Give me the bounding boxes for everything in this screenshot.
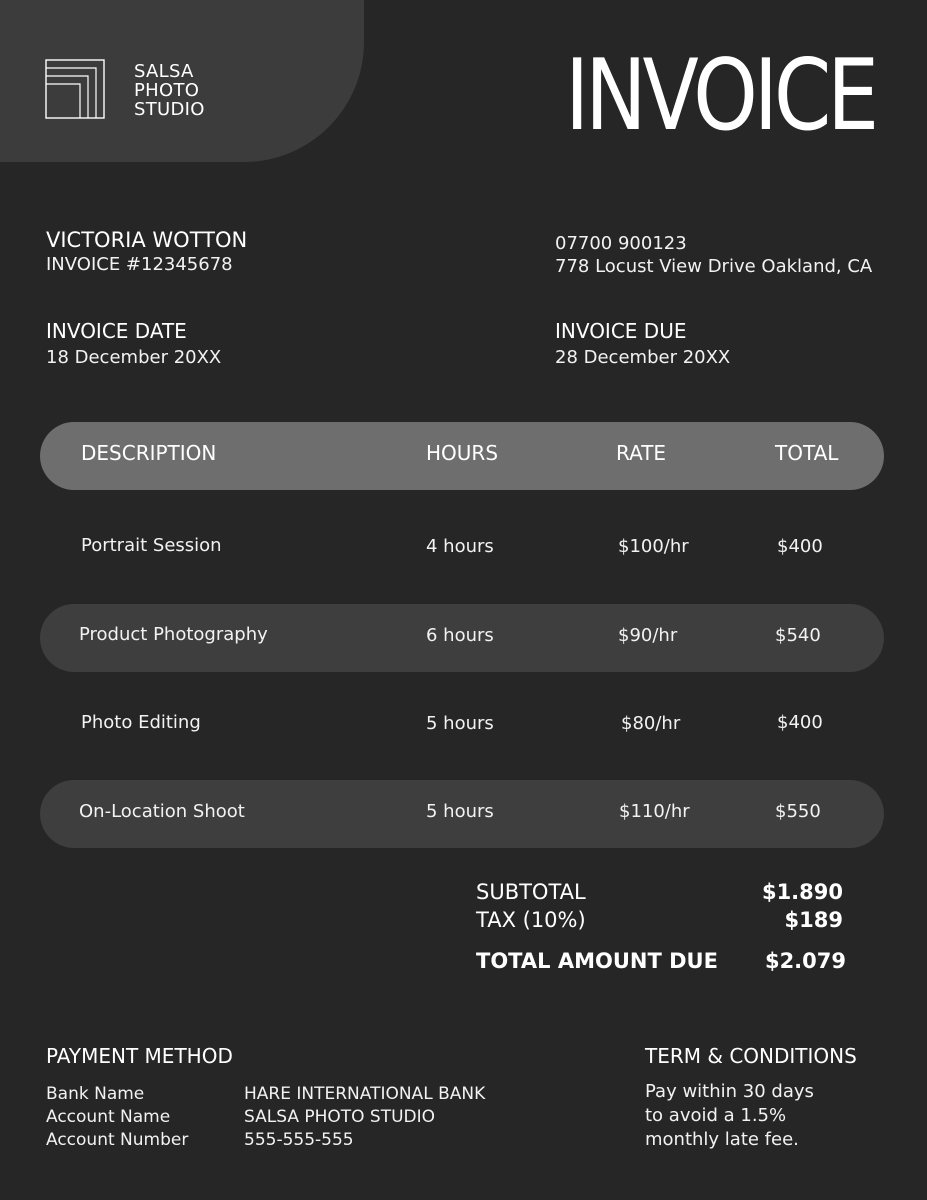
invoice-number: INVOICE #12345678 xyxy=(46,254,233,275)
client-phone: 07700 900123 xyxy=(555,233,687,254)
nested-squares-logo-icon xyxy=(45,59,105,119)
payment-label: Account Name xyxy=(46,1107,171,1127)
invoice-due-label: INVOICE DUE xyxy=(555,319,687,343)
column-header-description: DESCRIPTION xyxy=(81,441,217,465)
payment-label: Account Number xyxy=(46,1130,189,1150)
payment-label: Bank Name xyxy=(46,1084,145,1104)
payment-method-heading: PAYMENT METHOD xyxy=(46,1044,233,1068)
terms-text xyxy=(645,1080,814,1152)
payment-value: HARE INTERNATIONAL BANK xyxy=(244,1084,486,1104)
row-rate: $80/hr xyxy=(621,713,681,734)
row-hours: 6 hours xyxy=(426,625,494,646)
invoice-date: 18 December 20XX xyxy=(46,347,222,368)
total-amount-due-label: TOTAL AMOUNT DUE xyxy=(476,949,718,973)
total-amount-due-value: $2.079 xyxy=(764,949,846,973)
row-rate: $100/hr xyxy=(618,536,689,557)
client-name: VICTORIA WOTTON xyxy=(46,228,248,252)
client-address: 778 Locust View Drive Oakland, CA xyxy=(555,256,873,277)
row-rate: $110/hr xyxy=(619,801,690,822)
payment-value: 555-555-555 xyxy=(244,1130,354,1150)
row-description: Portrait Session xyxy=(81,535,222,556)
tax-value: $189 xyxy=(784,908,843,932)
row-total: $540 xyxy=(775,625,821,646)
row-description: Product Photography xyxy=(79,624,268,645)
column-header-hours: HOURS xyxy=(426,441,499,465)
payment-value: SALSA PHOTO STUDIO xyxy=(244,1107,436,1127)
subtotal-label: SUBTOTAL xyxy=(476,880,586,904)
invoice-date-label: INVOICE DATE xyxy=(46,319,187,343)
row-hours: 5 hours xyxy=(426,713,494,734)
invoice-due-date: 28 December 20XX xyxy=(555,347,731,368)
row-description: On-Location Shoot xyxy=(79,801,245,822)
row-total: $400 xyxy=(777,712,823,733)
row-total: $400 xyxy=(777,536,823,557)
terms-line: to avoid a 1.5% xyxy=(645,1105,787,1126)
column-header-rate: RATE xyxy=(616,441,667,465)
row-total: $550 xyxy=(775,801,821,822)
subtotal-value: $1.890 xyxy=(761,880,843,904)
brand-name: SALSA PHOTO STUDIO xyxy=(134,61,205,120)
row-description: Photo Editing xyxy=(81,712,201,733)
tax-label: TAX (10%) xyxy=(476,908,586,932)
row-rate: $90/hr xyxy=(618,625,678,646)
row-hours: 5 hours xyxy=(426,801,494,822)
row-hours: 4 hours xyxy=(426,536,494,557)
invoice-title: INVOICE xyxy=(565,39,875,153)
terms-heading: TERM & CONDITIONS xyxy=(645,1044,857,1068)
terms-line: monthly late fee. xyxy=(645,1129,799,1150)
column-header-total: TOTAL xyxy=(775,441,839,465)
terms-line: Pay within 30 days xyxy=(645,1081,814,1102)
